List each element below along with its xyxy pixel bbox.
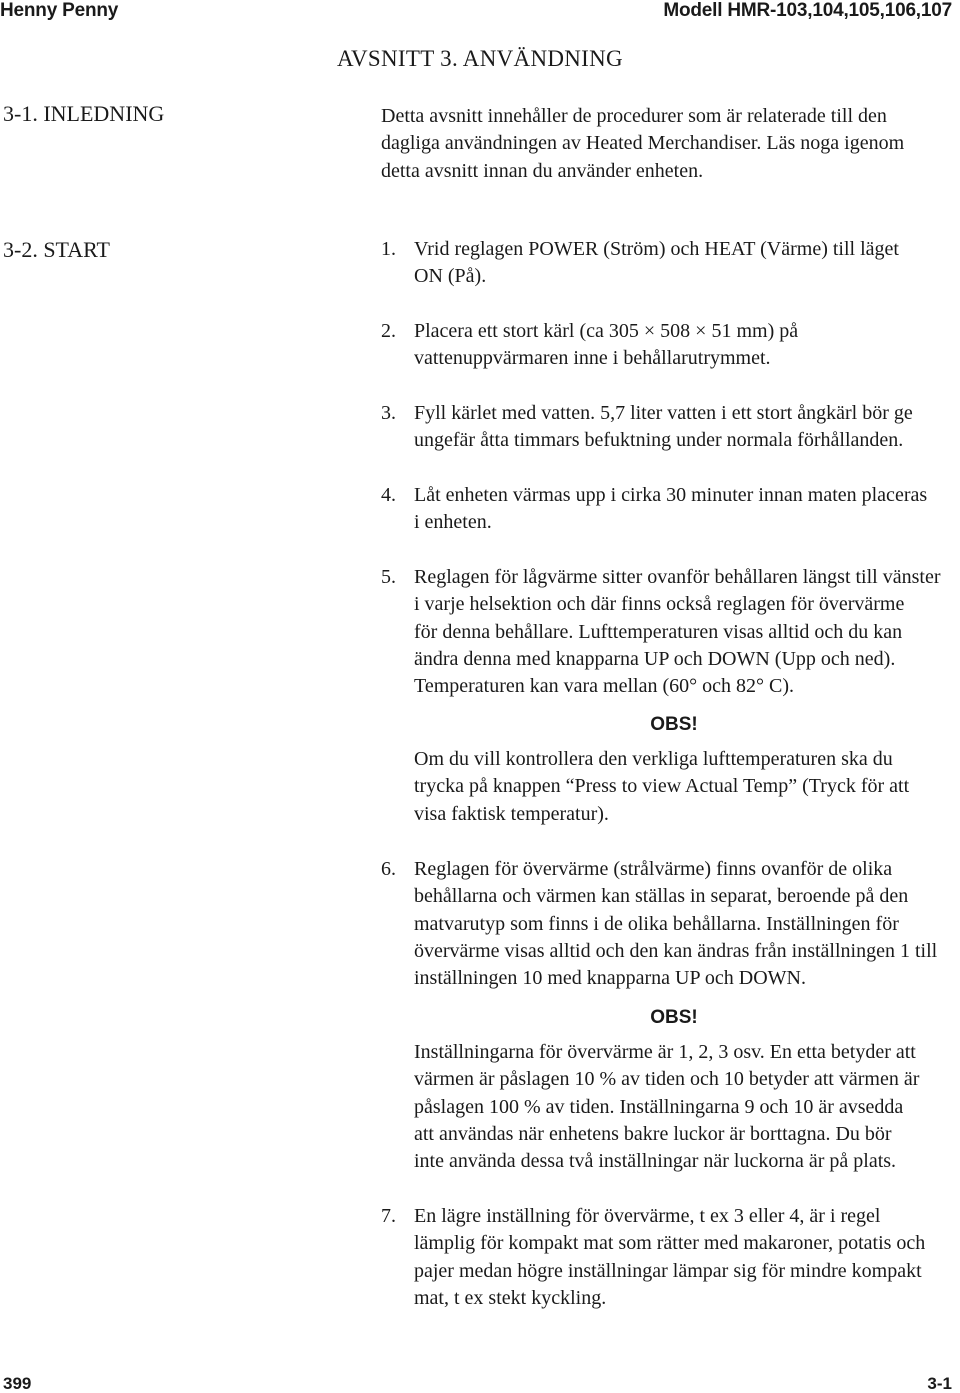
step-number: 1. (381, 238, 396, 260)
note-label: OBS! (650, 714, 698, 735)
step-number: 7. (381, 1205, 396, 1227)
step-number: 5. (381, 566, 396, 588)
step-item (381, 1203, 960, 1312)
start-heading: 3-2. START (3, 237, 110, 262)
step-number: 4. (381, 484, 396, 506)
note-text: Om du vill kontrollera den verkliga lufttemperaturen ska du trycka på knappen “Press to view Actual Temp” (Tryck för att visa faktisk temperatur). (414, 748, 910, 825)
step-item (381, 318, 960, 373)
step-item (381, 564, 960, 700)
note-label: OBS! (650, 1007, 698, 1028)
section-title: AVSNITT 3. ANVÄNDNING (337, 46, 623, 71)
header-model: Modell HMR-103,104,105,106,107 (663, 0, 952, 21)
intro-heading: 3-1. INLEDNING (3, 101, 165, 126)
step-text: Vrid reglagen POWER (Ström) och HEAT (Värme) till läget ON (På). (414, 238, 899, 288)
step-item (381, 236, 960, 291)
step-text: Reglagen för övervärme (strålvärme) finns ovanför de olika behållarna och värmen kan ställas in separat, beroende på den matvarutyp som finns i de olika behållarna. Inställningen för övervärme visas alltid och den kan ändras från inställningen 1 till inställningen 10 med knapparna UP och DOWN. (414, 858, 938, 990)
step-text: Placera ett stort kärl (ca 305 × 508 × 51 mm) på vattenuppvärmaren inne i behållarutrymmet. (414, 320, 799, 370)
intro-body: Detta avsnitt innehåller de procedurer som är relaterade till den dagliga användningen av Heated Merchandiser. Läs noga igenom detta avsnitt innan du använder enheten. (381, 105, 905, 182)
step-number: 6. (381, 858, 396, 880)
note-text: Inställningarna för övervärme är 1, 2, 3 osv. En etta betyder att värmen är påslagen 10 % av tiden och 10 betyder att värmen är påslagen 100 % av tiden. Inställningarna 9 och 10 är avsedda att användas när enhetens bakre luckor är borttagna. Du bör inte använda dessa två inställningar när luckorna är på plats. (414, 1041, 920, 1173)
step-item (381, 400, 960, 455)
step-number: 3. (381, 402, 396, 424)
step-number: 2. (381, 320, 396, 342)
step-text: Låt enheten värmas upp i cirka 30 minuter innan maten placeras i enheten. (414, 484, 928, 534)
step-text: Fyll kärlet med vatten. 5,7 liter vatten i ett stort ångkärl bör ge ungefär åtta timmars befuktning under normala förhållanden. (414, 402, 913, 452)
step-item (381, 482, 960, 537)
page-number-left: 399 (3, 1374, 32, 1393)
page-number-right: 3-1 (927, 1374, 952, 1393)
header-brand: Henny Penny (0, 0, 119, 21)
step-text: Reglagen för lågvärme sitter ovanför behållaren längst till vänster i varje helsektion och där finns också reglagen för övervärme för denna behållare. Lufttemperaturen visas alltid och du kan ändra denna med knapparna UP och DOWN (Upp och ned). Temperaturen kan vara mellan (60° och 82° C). (414, 566, 941, 698)
step-item (381, 856, 960, 992)
step-text: En lägre inställning för övervärme, t ex 3 eller 4, är i regel lämplig för kompakt mat som rätter med makaroner, potatis och pajer medan högre inställningar lämpar sig för mindre kompakt mat, t ex stekt kyckling. (414, 1205, 926, 1309)
